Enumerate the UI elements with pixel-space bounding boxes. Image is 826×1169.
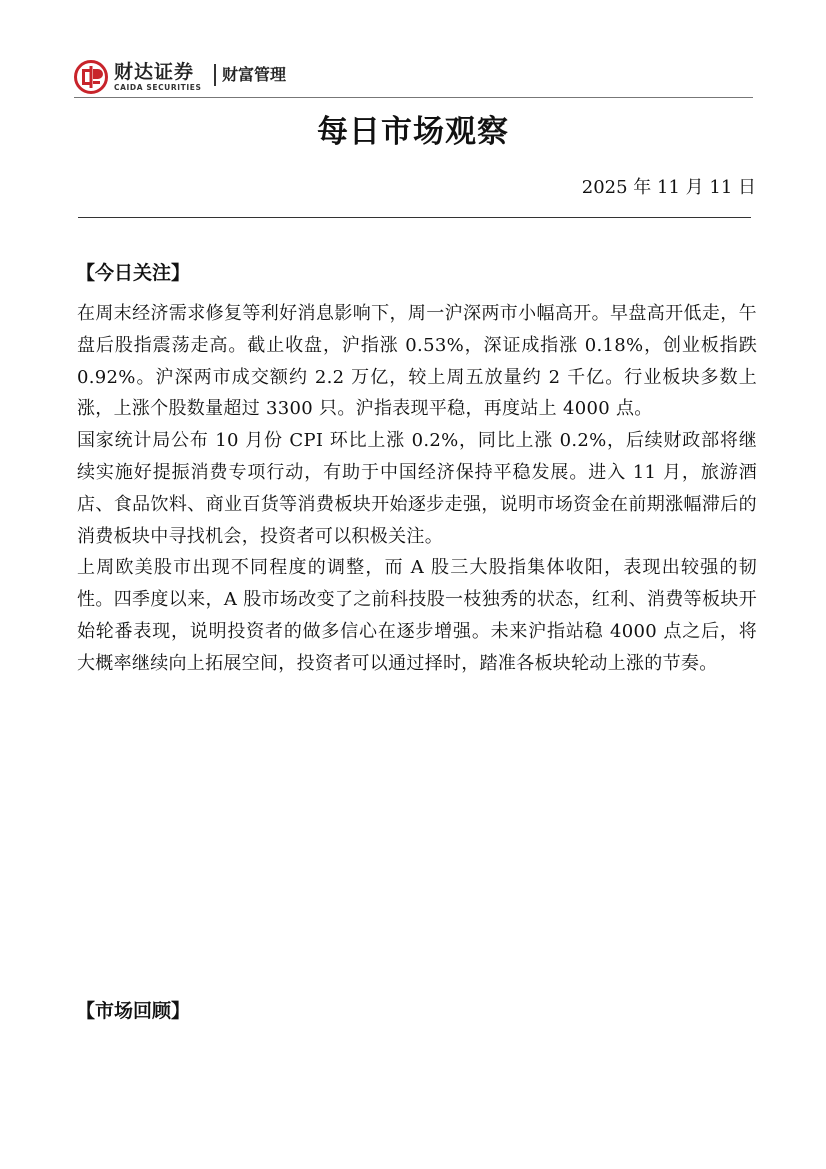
paragraph: 在周末经济需求修复等利好消息影响下，周一沪深两市小幅高开。早盘高开低走，午盘后股指震荡走高。截止收盘，沪指涨 0.53%，深证成指涨 0.18%，创业板指跌 0.92%。沪深两市成交额约 2.2 万亿，较上周五放量约 2 千亿。行业板块多数上涨，上涨个股数量超过 3300 只。沪指表现平稳，再度站上 4000 点。 — [77, 303, 757, 420]
brand-subtitle: 财富管理 — [222, 65, 287, 84]
brand-separator — [214, 64, 216, 86]
header-divider — [74, 97, 753, 98]
report-date: 2025 年 11 月 11 日 — [581, 177, 756, 198]
section-heading-today-focus: 【今日关注】 — [76, 262, 191, 284]
paragraph: 国家统计局公布 10 月份 CPI 环比上涨 0.2%，同比上涨 0.2%，后续财政部将继续实施好提振消费专项行动，有助于中国经济保持平稳发展。进入 11 月，旅游酒店、食品饮料、商业百货等消费板块开始逐步走强，说明市场资金在前期涨幅滞后的消费板块中寻找机会，投资者可以积极关注。 — [77, 430, 757, 547]
section-heading-market-review: 【市场回顾】 — [76, 1000, 191, 1022]
brand-name: 财达证券 — [114, 61, 195, 83]
today-focus-body — [77, 298, 757, 680]
paragraph: 上周欧美股市出现不同程度的调整，而 A 股三大股指集体收阳，表现出较强的韧性。四季度以来，A 股市场改变了之前科技股一枝独秀的状态，红利、消费等板块开始轮番表现，说明投资者的做多信心在逐步增强。未来沪指站稳 4000 点之后，将大概率继续向上拓展空间，投资者可以通过择时，踏准各板块轮动上涨的节奏。 — [77, 557, 757, 674]
page-header — [74, 58, 754, 96]
brand-name-en: CAIDA SECURITIES — [114, 83, 202, 92]
page-title: 每日市场观察 — [317, 114, 509, 150]
caida-logo-icon — [74, 60, 108, 94]
date-divider — [78, 217, 751, 218]
